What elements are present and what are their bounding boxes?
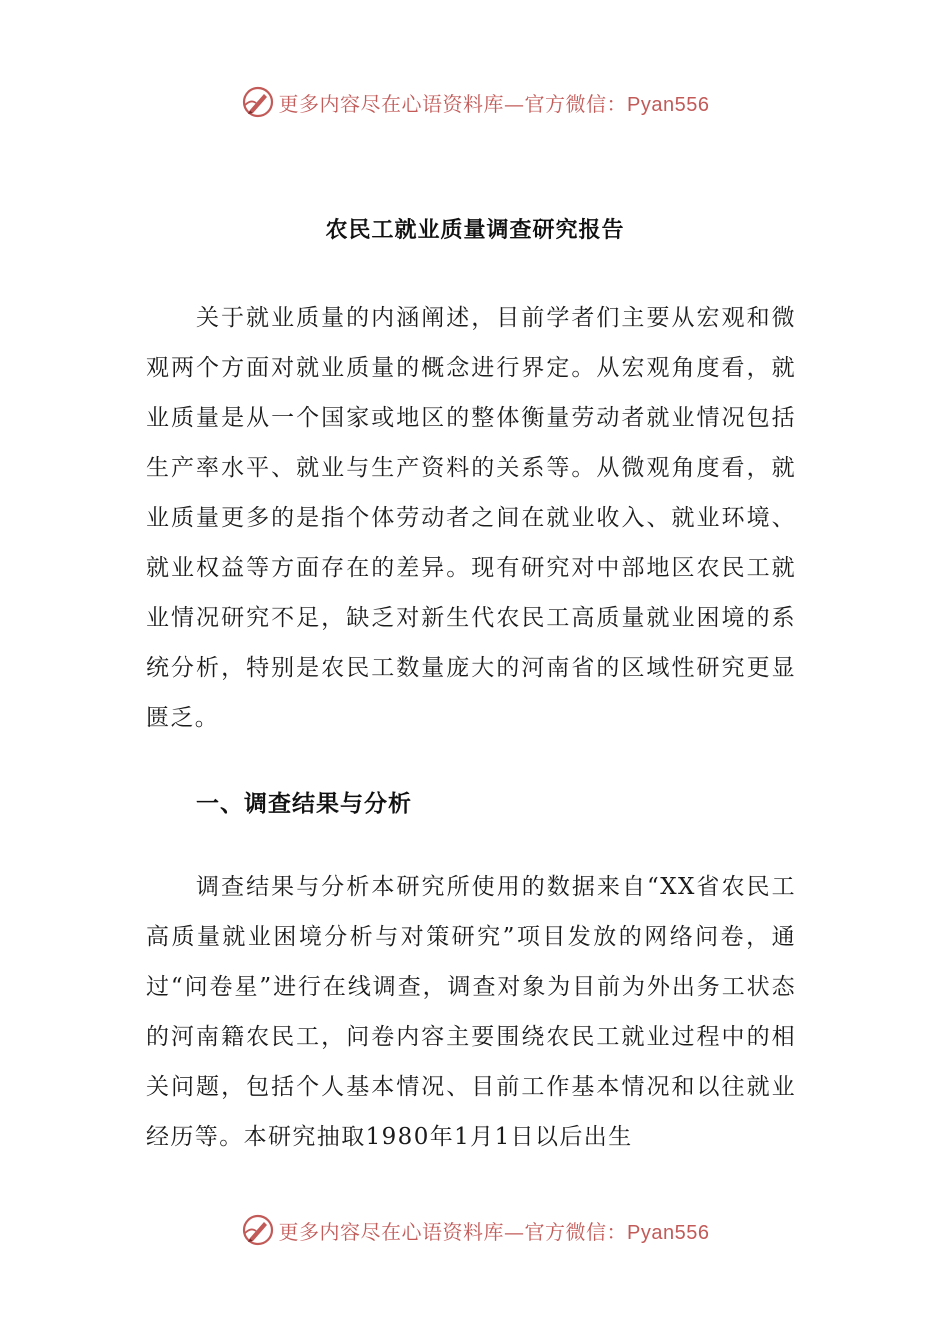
watermark-banner-bottom xyxy=(0,1210,950,1250)
wechat-id: Pyan556 xyxy=(627,93,710,116)
watermark-banner-top xyxy=(0,82,950,122)
watermark-text: 更多内容尽在心语资料库—官方微信：Pyan556 xyxy=(278,1219,710,1244)
pen-circle-icon xyxy=(241,1213,275,1247)
intro-paragraph: 关于就业质量的内涵阐述，目前学者们主要从宏观和微观两个方面对就业质量的概念进行界定。从宏观角度看，就业质量是从一个国家或地区的整体衡量劳动者就业情况包括生产率水平、就业与生产资料的关系等。从微观角度看，就业质量更多的是指个体劳动者之间在就业收入、就业环境、就业权益等方面存在的差异。现有研究对中部地区农民工就业情况研究不足，缺乏对新生代农民工高质量就业困境的系统分析，特别是农民工数量庞大的河南省的区域性研究更显匮乏。 xyxy=(146,305,796,731)
document-title: 农民工就业质量调查研究报告 xyxy=(325,217,625,243)
pen-circle-icon xyxy=(241,85,275,119)
section-heading: 一、调查结果与分析 xyxy=(196,790,412,817)
wechat-id: Pyan556 xyxy=(627,1221,710,1244)
watermark-text: 更多内容尽在心语资料库—官方微信：Pyan556 xyxy=(278,91,710,116)
section-paragraph: 调查结果与分析本研究所使用的数据来自“XX省农民工高质量就业困境分析与对策研究”项目发放的网络问卷，通过“问卷星”进行在线调查，调查对象为目前为外出务工状态的河南籍农民工，问卷内容主要围绕农民工就业过程中的相关问题，包括个人基本情况、目前工作基本情况和以往就业经历等。本研究抽取1980年1月1日以后出生 xyxy=(146,874,796,1150)
